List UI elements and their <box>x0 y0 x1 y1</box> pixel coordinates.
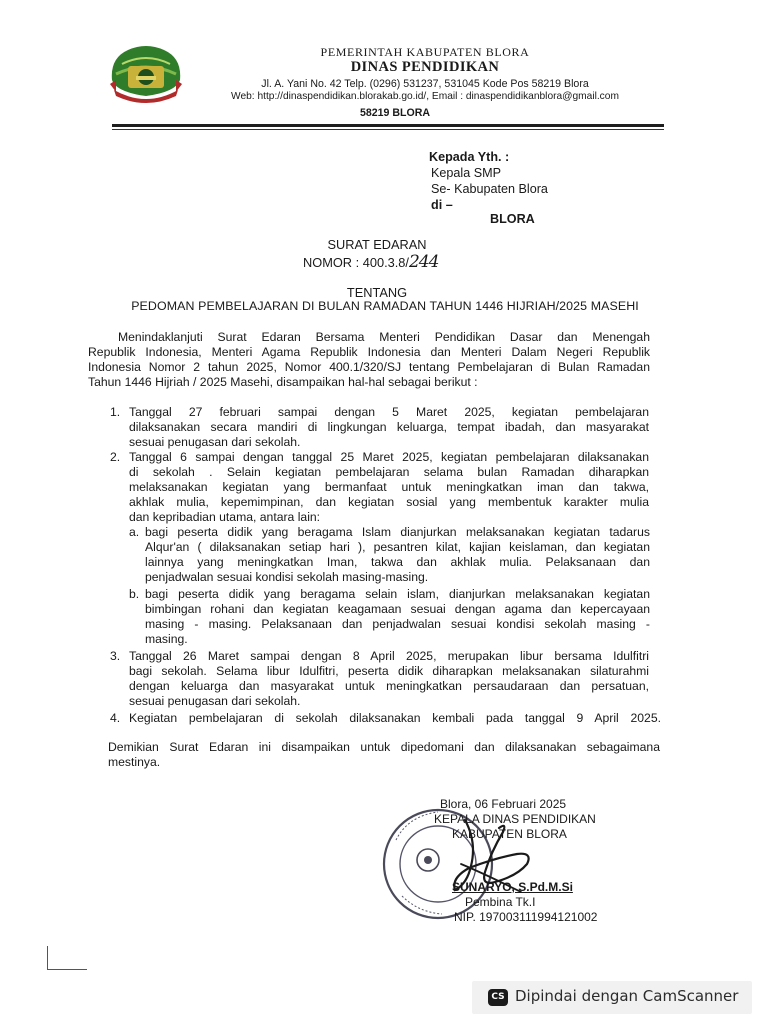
subpoint-letter: a. <box>129 525 140 539</box>
subpoint-line: penjadwalan sesuai kondisi sekolah masing-masing. <box>145 570 429 584</box>
subpoint-line: bagi peserta didik yang beragama selain islam, dianjurkan melaksanakan kegiatan <box>145 587 650 601</box>
point-line: Tanggal 27 februari sampai dengan 5 Maret 2025, kegiatan pembelajaran <box>129 405 649 419</box>
signature-region: KABUPATEN BLORA <box>452 827 567 841</box>
point-line: akhlak mulia, kepemimpinan, dan kegiatan sosial yang membentuk karakter mulia <box>129 495 649 509</box>
point-line: Kegiatan pembelajaran di sekolah dilaksanakan kembali pada tanggal 9 April 2025. <box>129 711 661 725</box>
scan-corner-mark <box>47 969 87 970</box>
closing-line: mestinya. <box>108 755 161 769</box>
intro-line: Republik Indonesia, Menteri Agama Republik Indonesia dan Menteri Dalam Negeri Republik <box>88 345 650 359</box>
subpoint-line: masing. <box>145 632 188 646</box>
point-line: dengan keluarga dan masyarakat untuk meningkatkan persaudaraan dan persatuan, <box>129 679 649 693</box>
document-title: SURAT EDARAN <box>327 237 427 252</box>
subpoint-line: bimbingan rohani dan kegiatan keagamaan sesuai dengan agama dan kepercayaan <box>145 602 650 616</box>
subpoint-letter: b. <box>129 587 140 601</box>
office-name: DINAS PENDIDIKAN <box>350 59 500 75</box>
point-number: 3. <box>110 649 121 663</box>
point-line: sesuai penugasan dari sekolah. <box>129 694 301 708</box>
government-name: PEMERINTAH KABUPATEN BLORA <box>320 45 530 59</box>
signatory-nip: NIP. 197003111994121002 <box>454 910 598 924</box>
point-line: bagi sekolah. Selama libur Idulfitri, peserta didik diharapkan melaksanakan silaturahmi <box>129 664 649 678</box>
point-line: dan kepribadian utama, antara lain: <box>129 510 321 524</box>
signatory-name: SUNARYO, S.Pd.M.Si <box>452 880 573 894</box>
document-number-prefix: NOMOR : 400.3.8/ <box>303 255 409 270</box>
subpoint-line: bagi peserta didik yang beragama Islam dianjurkan melaksanakan kegiatan tadarus <box>145 525 650 539</box>
intro-line: Menindaklanjuti Surat Edaran Bersama Menteri Pendidikan Dasar dan Menengah <box>118 330 650 344</box>
signature-position: KEPALA DINAS PENDIDIKAN <box>434 812 596 826</box>
point-line: di sekolah . Selain kegiatan pembelajaran selama bulan Ramadan diharapkan <box>129 465 649 479</box>
subject-label: TENTANG <box>346 285 408 300</box>
scan-corner-mark <box>47 946 48 970</box>
document-subject: PEDOMAN PEMBELAJARAN DI BULAN RAMADAN TAHUN 1446 HIJRIAH/2025 MASEHI <box>131 299 639 313</box>
addressee-line: Kepala SMP <box>431 166 502 180</box>
addressee-city: BLORA <box>490 212 535 226</box>
document-number-handwritten: 244 <box>408 252 439 272</box>
office-city: 58219 BLORA <box>359 107 431 119</box>
subpoint-line: Alqur'an ( dilaksanakan setiap hari ), pesantren kilat, kajian keislaman, dan kegiatan <box>145 540 650 554</box>
point-number: 2. <box>110 450 121 464</box>
point-line: sesuai penugasan dari sekolah. <box>129 435 301 449</box>
subpoint-line: lainnya yang meningkatkan Iman, takwa dan akhlak mulia. Pelaksanaan dan <box>145 555 650 569</box>
point-line: dilaksanakan secara mandiri di lingkungan keluarga, tempat ibadah, dan masyarakat <box>129 420 649 434</box>
office-address: Jl. A. Yani No. 42 Telp. (0296) 531237, 531045 Kode Pos 58219 Blora <box>261 78 589 90</box>
addressee-line: di – <box>431 198 453 212</box>
subpoint-line: masing - masing. Pelaksanaan dan penjadwalan sesuai kondisi sekolah masing - <box>145 617 650 631</box>
regency-emblem-icon <box>106 40 186 106</box>
intro-line: Indonesia Nomor 2 tahun 2025, Nomor 400.1/320/SJ tentang Pembelajaran di Bulan Ramadan <box>88 360 650 374</box>
point-line: melaksanakan kegiatan yang bermanfaat untuk meningkatkan iman dan takwa, <box>129 480 649 494</box>
intro-line: Tahun 1446 Hijriah / 2025 Masehi, disampaikan hal-hal sebagai berikut : <box>88 375 478 389</box>
office-web-email: Web: http://dinaspendidikan.blorakab.go.id/, Email : dinaspendidikanblora@gmail.com <box>231 91 619 102</box>
document-number <box>303 252 438 272</box>
point-line: Tanggal 6 sampai dengan tanggal 25 Maret 2025, kegiatan pembelajaran dilaksanakan <box>129 450 649 464</box>
point-number: 1. <box>110 405 121 419</box>
closing-line: Demikian Surat Edaran ini disampaikan untuk dipedomani dan dilaksanakan sebagaimana <box>108 740 660 754</box>
point-line: Tanggal 26 Maret sampai dengan 8 April 2025, merupakan libur bersama Idulfitri <box>129 649 649 663</box>
scanner-watermark-text: Dipindai dengan CamScanner <box>515 987 739 1005</box>
addressee-label: Kepada Yth. : <box>429 150 510 164</box>
camscanner-icon: CS <box>488 989 508 1006</box>
point-number: 4. <box>110 711 121 725</box>
letterhead-divider-thin <box>112 129 664 130</box>
letterhead-divider-thick <box>112 124 664 127</box>
addressee-line: Se- Kabupaten Blora <box>431 182 548 196</box>
signature-place-date: Blora, 06 Februari 2025 <box>440 797 567 811</box>
signatory-rank: Pembina Tk.I <box>465 895 536 909</box>
